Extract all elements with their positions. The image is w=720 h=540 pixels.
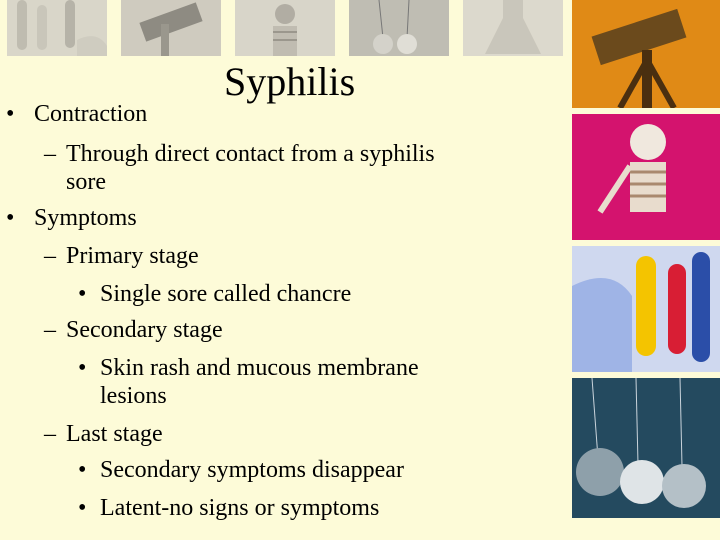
telescope-icon xyxy=(572,0,720,108)
test-tubes-icon xyxy=(572,246,720,372)
bullet-marker: • xyxy=(78,495,87,521)
list-item: Symptoms xyxy=(34,205,137,231)
list-item: sore xyxy=(66,169,106,195)
list-item: Skin rash and mucous membrane xyxy=(100,355,419,381)
list-item: Secondary stage xyxy=(66,317,223,343)
bullet-marker: – xyxy=(44,141,56,167)
list-item: lesions xyxy=(100,383,167,409)
list-item: Primary stage xyxy=(66,243,199,269)
bullet-marker: – xyxy=(44,421,56,447)
right-image-column xyxy=(572,0,720,540)
list-item: Latent-no signs or symptoms xyxy=(100,495,380,521)
pendulum-icon xyxy=(572,378,720,518)
bullet-marker: – xyxy=(44,243,56,269)
bullet-marker: – xyxy=(44,317,56,343)
list-item: Single sore called chancre xyxy=(100,281,352,307)
slide-title: Syphilis xyxy=(224,59,356,104)
skeleton-icon xyxy=(572,114,720,240)
list-item: Secondary symptoms disappear xyxy=(100,457,404,483)
bullet-marker: • xyxy=(6,205,15,231)
list-item: Through direct contact from a syphilis xyxy=(66,141,435,167)
list-item: Contraction xyxy=(34,101,148,127)
bullet-marker: • xyxy=(6,101,15,127)
bullet-marker: • xyxy=(78,281,87,307)
bullet-marker: • xyxy=(78,457,87,483)
list-item: Last stage xyxy=(66,421,163,447)
bullet-marker: • xyxy=(78,355,87,381)
